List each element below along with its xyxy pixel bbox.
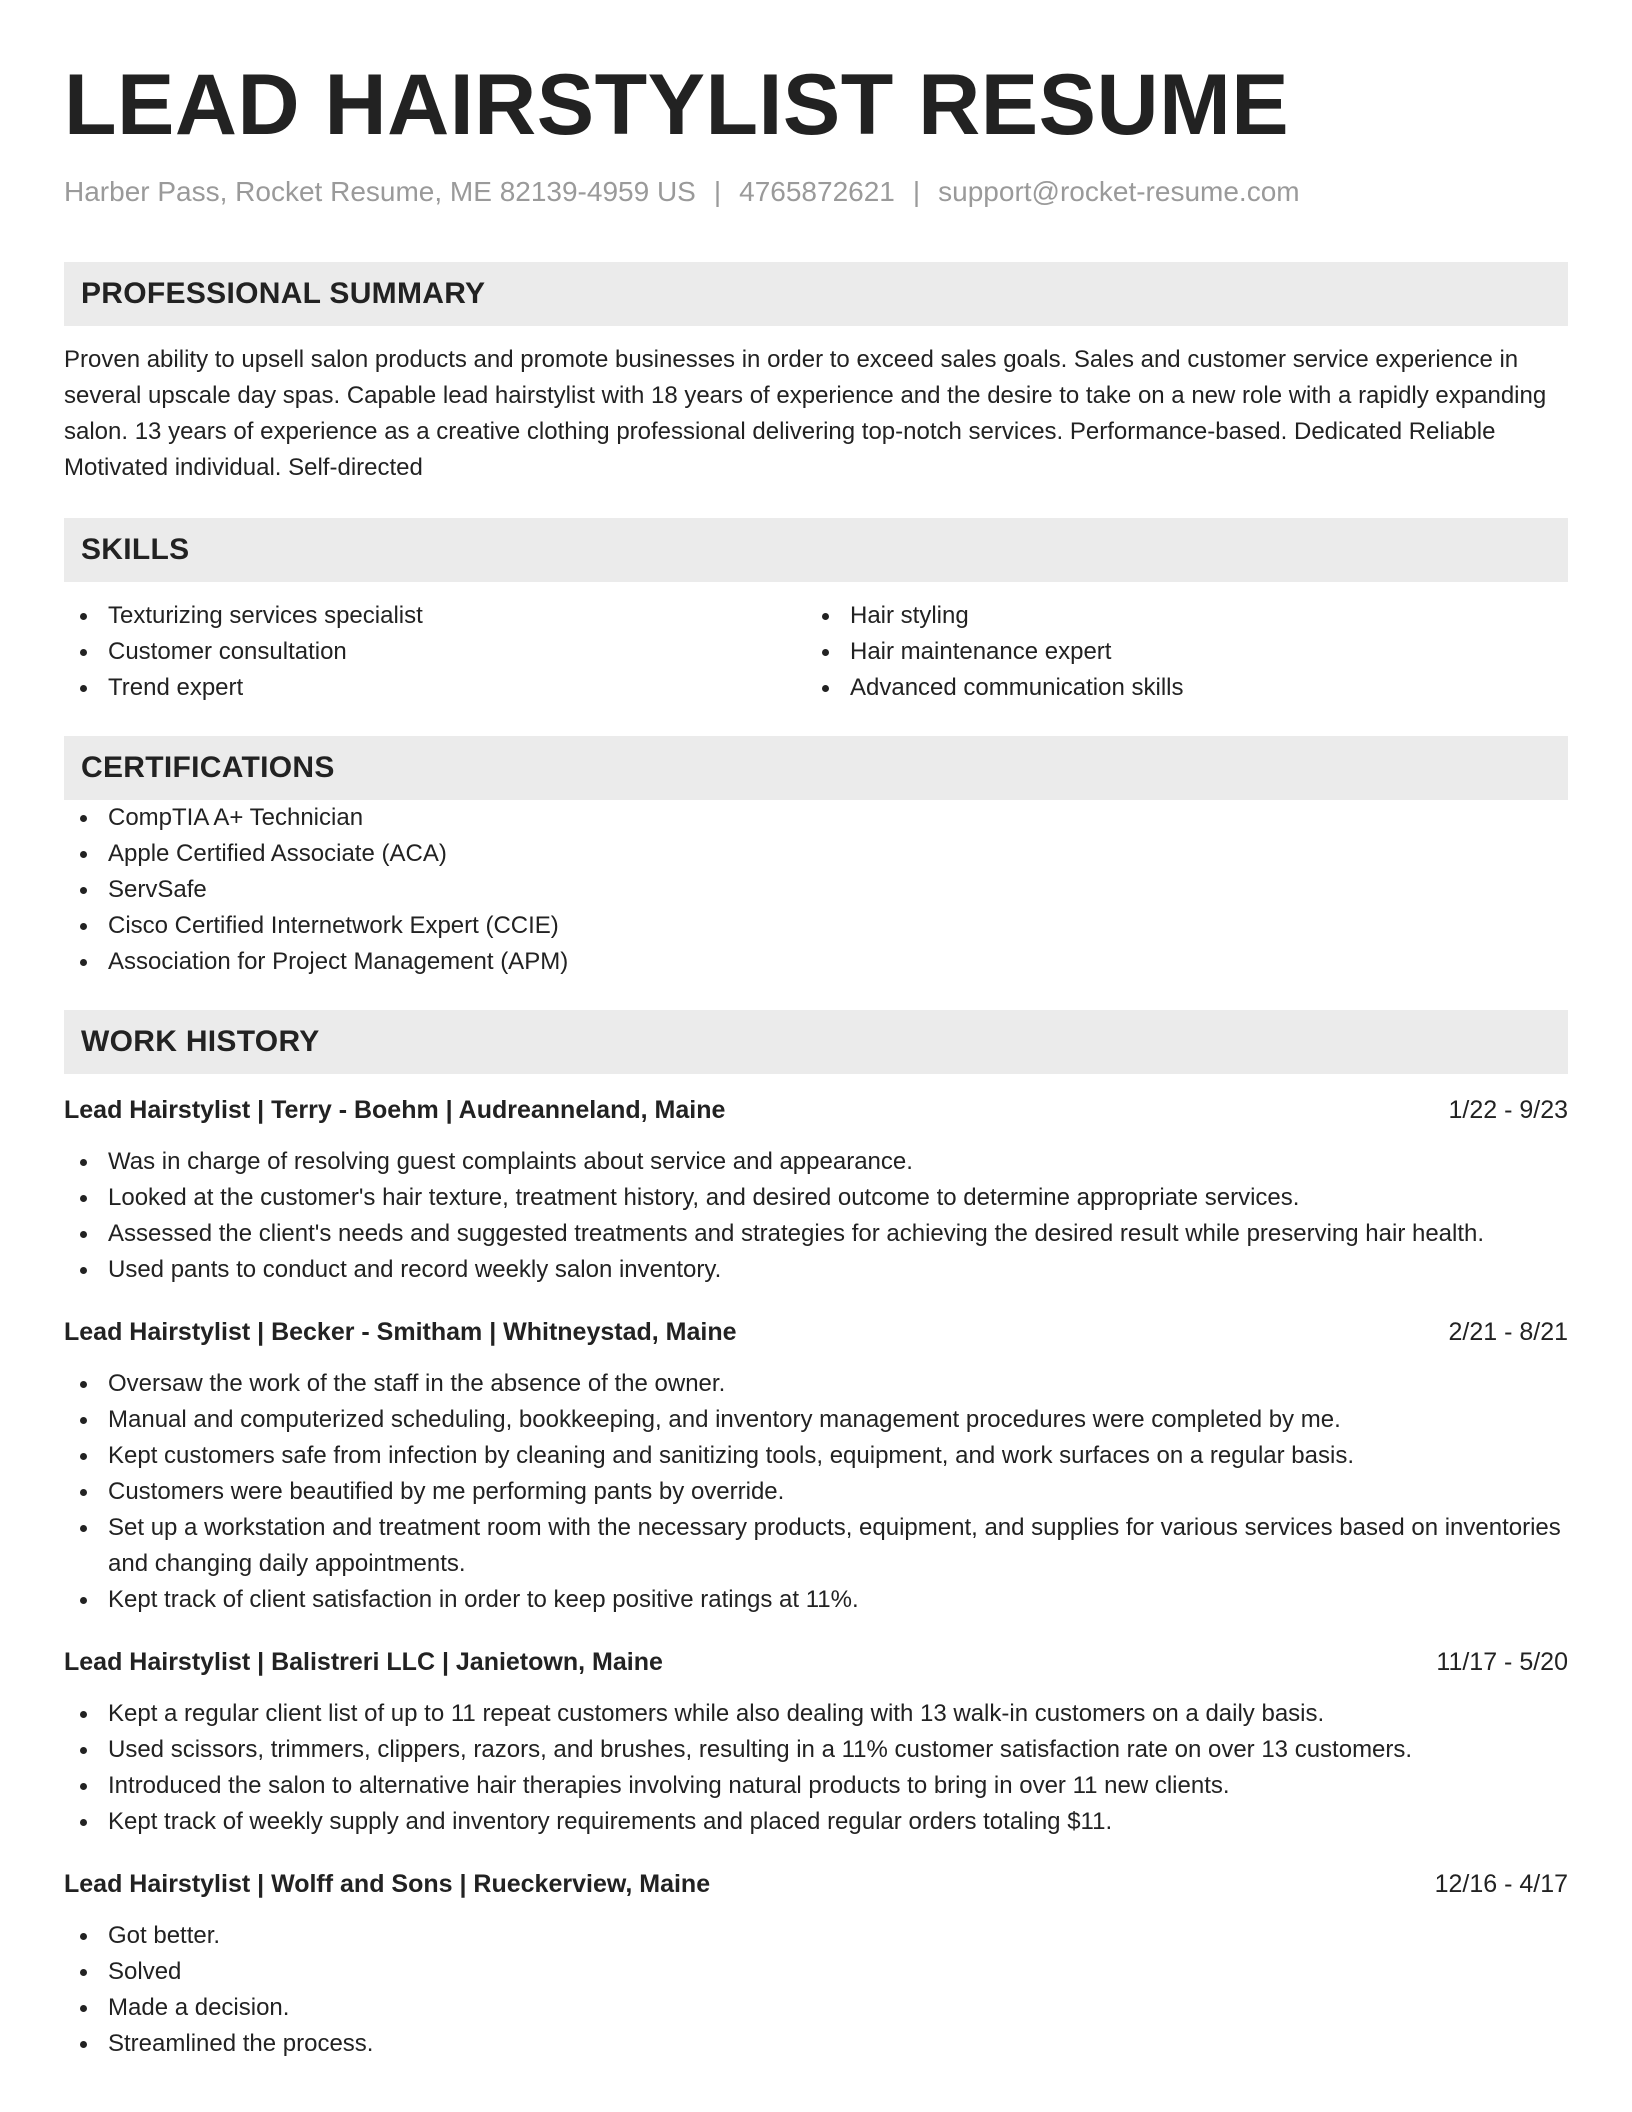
job-bullet: Kept customers safe from infection by cleaning and sanitizing tools, equipment, and work surfaces on a regular basis.	[64, 1438, 1568, 1474]
job-heading-row	[64, 1314, 1568, 1350]
job-bullet: Manual and computerized scheduling, bookkeeping, and inventory management procedures were completed by me.	[64, 1402, 1568, 1438]
job-bullets	[64, 1696, 1568, 1840]
contact-separator: |	[713, 176, 722, 207]
work-history-list	[64, 1092, 1568, 2062]
skill-item: Hair styling	[806, 598, 1568, 634]
job-entry	[64, 1644, 1568, 1840]
job-dates: 1/22 - 9/23	[1448, 1096, 1568, 1124]
contact-phone: 4765872621	[739, 176, 895, 207]
job-heading-row	[64, 1866, 1568, 1902]
section-header-work-history: WORK HISTORY	[64, 1010, 1568, 1074]
certification-item: Cisco Certified Internetwork Expert (CCIE)	[64, 908, 1568, 944]
job-dates: 12/16 - 4/17	[1434, 1870, 1568, 1898]
certifications-list	[64, 800, 1568, 980]
skills-list-left	[64, 598, 806, 706]
job-bullet: Got better.	[64, 1918, 1568, 1954]
job-bullets	[64, 1918, 1568, 2062]
skill-item: Hair maintenance expert	[806, 634, 1568, 670]
job-bullet: Set up a workstation and treatment room with the necessary products, equipment, and supplies for various services based on inventories and changing daily appointments.	[64, 1510, 1568, 1582]
job-bullet: Made a decision.	[64, 1990, 1568, 2026]
job-entry	[64, 1092, 1568, 1288]
job-bullet: Was in charge of resolving guest complaints about service and appearance.	[64, 1144, 1568, 1180]
skill-item: Texturizing services specialist	[64, 598, 806, 634]
section-header-summary: PROFESSIONAL SUMMARY	[64, 262, 1568, 326]
section-header-skills: SKILLS	[64, 518, 1568, 582]
job-heading: Lead Hairstylist | Balistreri LLC | Janietown, Maine	[64, 1648, 663, 1676]
job-bullet: Streamlined the process.	[64, 2026, 1568, 2062]
job-bullet: Used scissors, trimmers, clippers, razors, and brushes, resulting in a 11% customer satisfaction rate on over 13 customers.	[64, 1732, 1568, 1768]
job-dates: 2/21 - 8/21	[1448, 1318, 1568, 1346]
job-bullet: Looked at the customer's hair texture, treatment history, and desired outcome to determine appropriate services.	[64, 1180, 1568, 1216]
contact-line	[64, 174, 1568, 210]
skills-grid	[64, 598, 1568, 706]
certification-item: Association for Project Management (APM)	[64, 944, 1568, 980]
job-bullet: Assessed the client's needs and suggested treatments and strategies for achieving the desired result while preserving hair health.	[64, 1216, 1568, 1252]
job-bullet: Kept track of weekly supply and inventory requirements and placed regular orders totaling $11.	[64, 1804, 1568, 1840]
job-heading: Lead Hairstylist | Terry - Boehm | Audreanneland, Maine	[64, 1096, 726, 1124]
job-bullet: Solved	[64, 1954, 1568, 1990]
certification-item: ServSafe	[64, 872, 1568, 908]
contact-email: support@rocket-resume.com	[938, 176, 1300, 207]
contact-separator: |	[912, 176, 921, 207]
certification-item: Apple Certified Associate (ACA)	[64, 836, 1568, 872]
job-heading-row	[64, 1092, 1568, 1128]
job-bullet: Kept a regular client list of up to 11 repeat customers while also dealing with 13 walk-in customers on a daily basis.	[64, 1696, 1568, 1732]
job-bullet: Oversaw the work of the staff in the absence of the owner.	[64, 1366, 1568, 1402]
job-heading: Lead Hairstylist | Becker - Smitham | Whitneystad, Maine	[64, 1318, 737, 1346]
skill-item: Advanced communication skills	[806, 670, 1568, 706]
job-entry	[64, 1866, 1568, 2062]
skills-list-right	[806, 598, 1568, 706]
job-bullets	[64, 1366, 1568, 1618]
job-entry	[64, 1314, 1568, 1618]
contact-address: Harber Pass, Rocket Resume, ME 82139-4959 US	[64, 176, 696, 207]
summary-text: Proven ability to upsell salon products and promote businesses in order to exceed sales goals. Sales and customer service experience in several upscale day spas. Capable lead hairstylist with 18 years of experience and the desire to take on a new role with a rapidly expanding salon. 13 years of experience as a creative clothing professional delivering top-notch services. Performance-based. Dedicated Reliable Motivated individual. Self-directed	[64, 346, 1547, 481]
job-heading: Lead Hairstylist | Wolff and Sons | Rueckerview, Maine	[64, 1870, 711, 1898]
job-dates: 11/17 - 5/20	[1436, 1648, 1568, 1676]
job-bullets	[64, 1144, 1568, 1288]
skill-item: Trend expert	[64, 670, 806, 706]
job-bullet: Kept track of client satisfaction in order to keep positive ratings at 11%.	[64, 1582, 1568, 1618]
job-bullet: Customers were beautified by me performing pants by override.	[64, 1474, 1568, 1510]
section-header-certifications: CERTIFICATIONS	[64, 736, 1568, 800]
job-heading-row	[64, 1644, 1568, 1680]
resume-title: LEAD HAIRSTYLIST RESUME	[64, 57, 1290, 153]
job-bullet: Introduced the salon to alternative hair therapies involving natural products to bring in over 11 new clients.	[64, 1768, 1568, 1804]
skill-item: Customer consultation	[64, 634, 806, 670]
certification-item: CompTIA A+ Technician	[64, 800, 1568, 836]
job-bullet: Used pants to conduct and record weekly salon inventory.	[64, 1252, 1568, 1288]
